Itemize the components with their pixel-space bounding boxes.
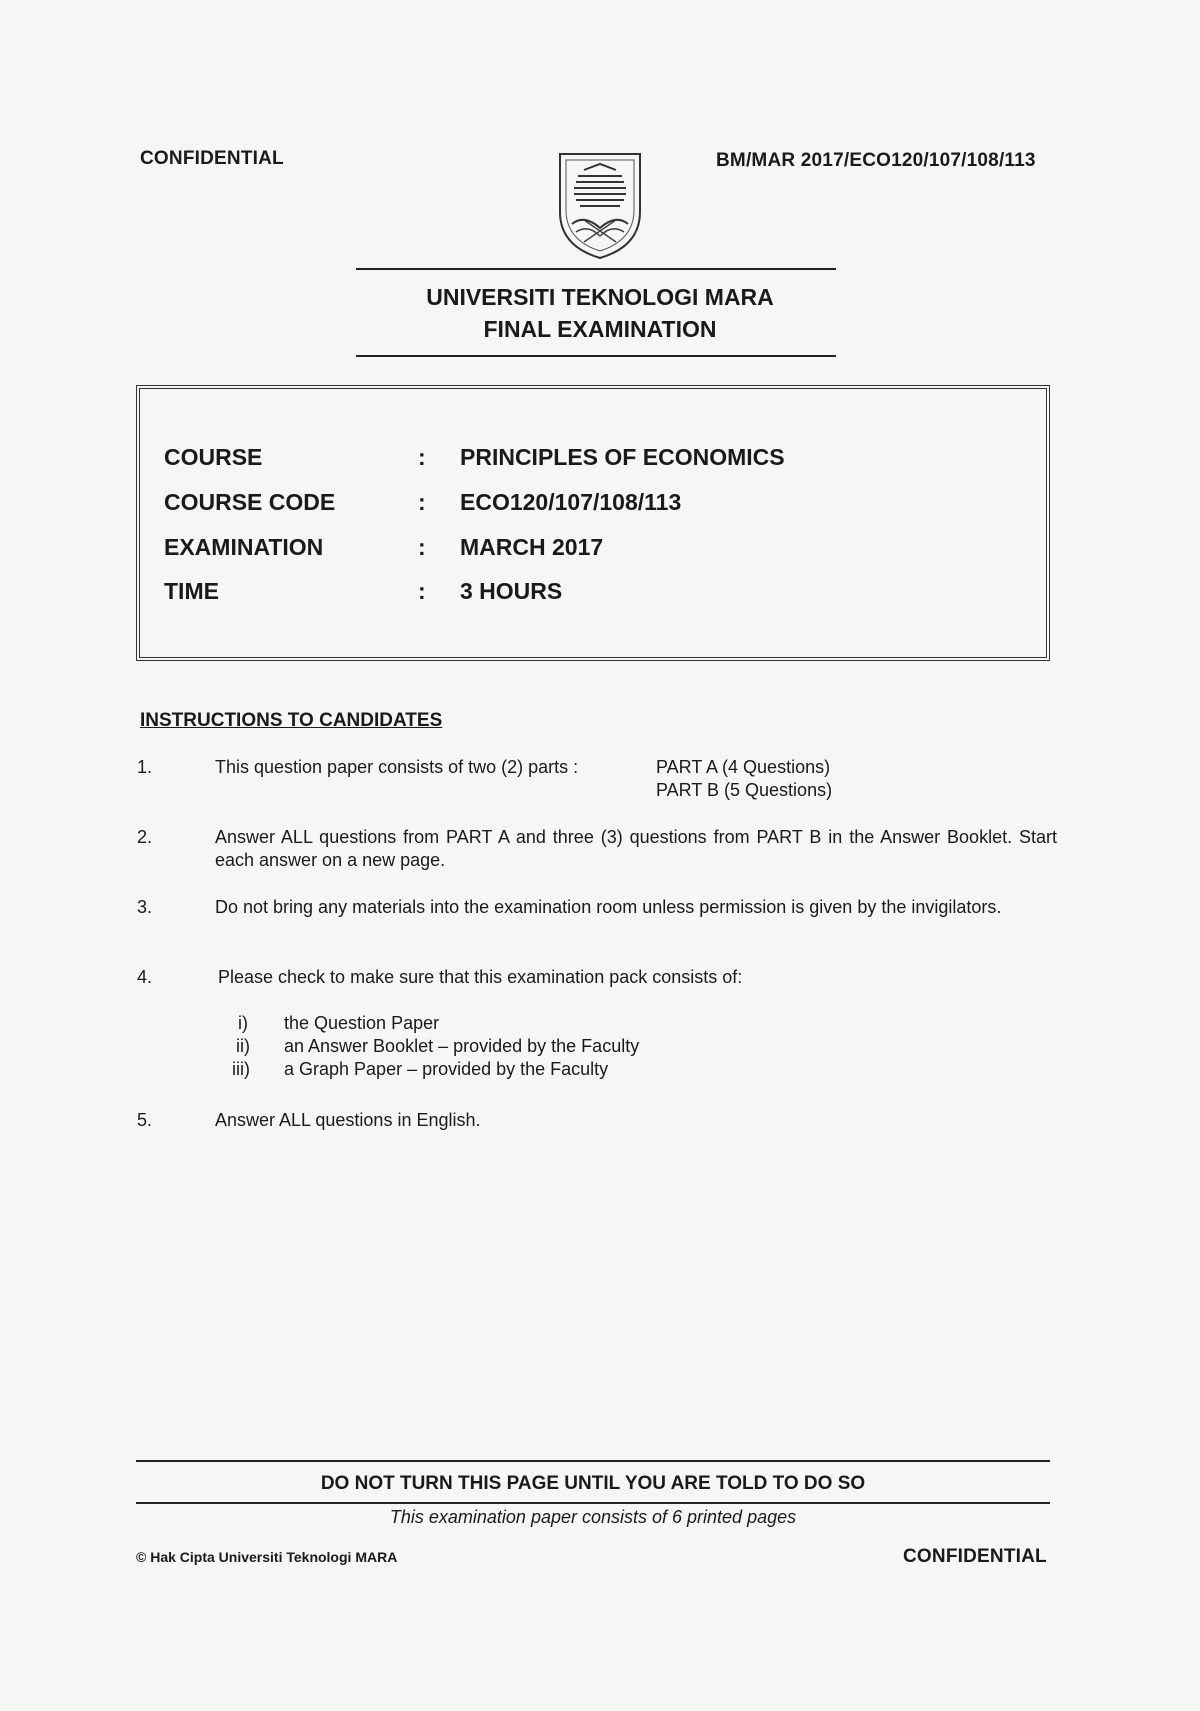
- footer-top-rule: [136, 1460, 1050, 1462]
- instruction-4-text: Please check to make sure that this examination pack consists of:: [218, 967, 743, 987]
- footer-bottom-rule: [136, 1502, 1050, 1504]
- pack-item-3-number: iii): [232, 1059, 250, 1079]
- printed-pages-note: This examination paper consists of 6 printed pages: [389, 1507, 797, 1527]
- examination-label: EXAMINATION: [164, 534, 324, 560]
- course-value: PRINCIPLES OF ECONOMICS: [460, 444, 785, 470]
- exam-title: FINAL EXAMINATION: [483, 316, 717, 342]
- copyright-notice: © Hak Cipta Universiti Teknologi MARA: [136, 1549, 398, 1565]
- course-code-label: COURSE CODE: [164, 489, 336, 515]
- instruction-3-number: 3.: [137, 897, 153, 917]
- instruction-5-number: 5.: [137, 1110, 153, 1130]
- instruction-1-text: This question paper consists of two (2) parts :: [215, 757, 579, 777]
- title-top-rule: [356, 268, 836, 270]
- instruction-1-number: 1.: [137, 757, 153, 777]
- time-value: 3 HOURS: [460, 578, 563, 604]
- pack-item-1-number: i): [238, 1013, 248, 1033]
- instruction-5-text: Answer ALL questions in English.: [215, 1110, 481, 1130]
- instruction-2-text: Answer ALL questions from PART A and three (3) questions from PART B in the Answer Booklet. Start each answer on a new page.: [215, 827, 1057, 870]
- examination-value: MARCH 2017: [460, 534, 604, 560]
- examination-colon: :: [418, 534, 426, 560]
- instructions-heading: INSTRUCTIONS TO CANDIDATES: [140, 710, 443, 731]
- university-name: UNIVERSITI TEKNOLOGI MARA: [426, 284, 774, 310]
- instruction-4-number: 4.: [137, 967, 153, 987]
- course-details-box: [136, 385, 1050, 661]
- do-not-turn-warning: DO NOT TURN THIS PAGE UNTIL YOU ARE TOLD TO DO SO: [320, 1473, 866, 1494]
- pack-item-1-text: the Question Paper: [284, 1013, 440, 1033]
- title-bottom-rule: [356, 355, 836, 357]
- course-label: COURSE: [164, 444, 263, 470]
- course-code-value: ECO120/107/108/113: [460, 489, 682, 515]
- pack-item-2-text: an Answer Booklet – provided by the Faculty: [284, 1036, 640, 1056]
- time-colon: :: [418, 578, 426, 604]
- instruction-2-number: 2.: [137, 827, 153, 847]
- pack-item-2-number: ii): [236, 1036, 250, 1056]
- course-code-colon: :: [418, 489, 426, 515]
- time-label: TIME: [164, 578, 219, 604]
- header-code: BM/MAR 2017/ECO120/107/108/113: [716, 150, 1036, 171]
- instruction-1-part-a: PART A (4 Questions): [656, 757, 831, 777]
- pack-item-3-text: a Graph Paper – provided by the Faculty: [284, 1059, 609, 1079]
- header-confidential: CONFIDENTIAL: [140, 148, 284, 169]
- instruction-3-text: Do not bring any materials into the examination room unless permission is given by the invigilators.: [215, 897, 1002, 917]
- instruction-1-part-b: PART B (5 Questions): [656, 780, 833, 800]
- university-crest-logo: [554, 150, 646, 262]
- footer-confidential: CONFIDENTIAL: [903, 1546, 1047, 1567]
- course-colon: :: [418, 444, 426, 470]
